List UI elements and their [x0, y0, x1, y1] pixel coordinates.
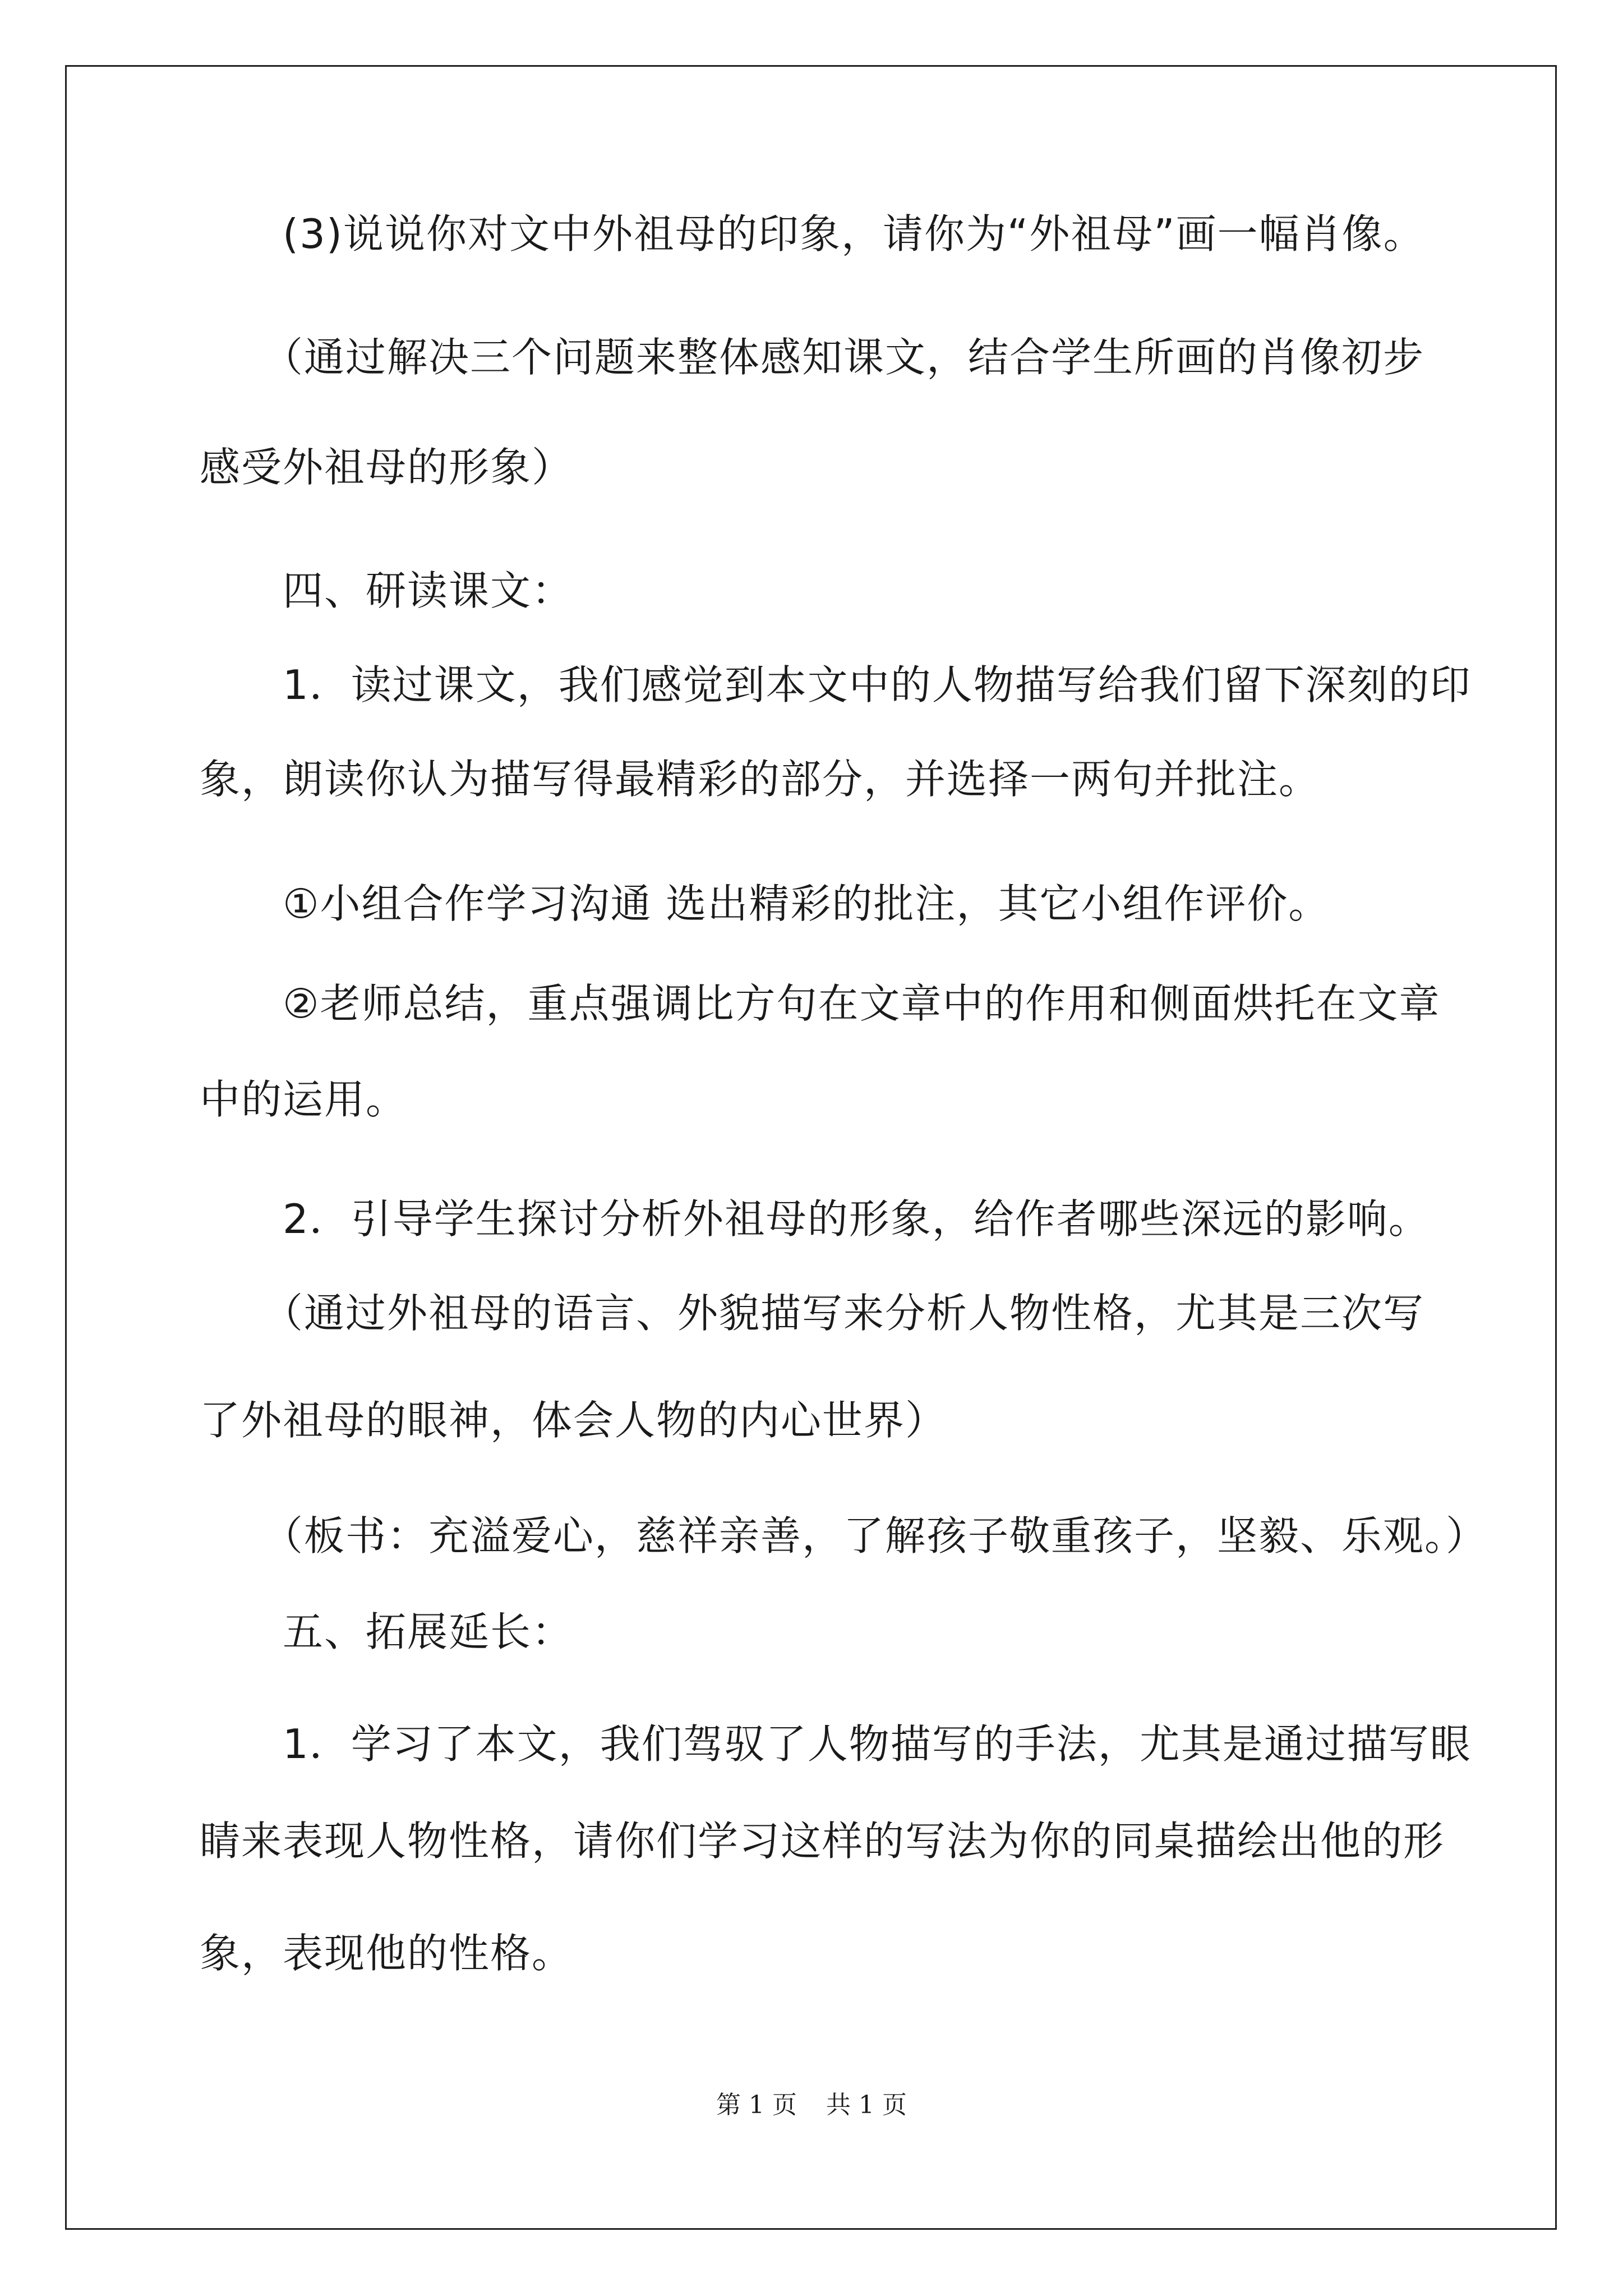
- page-footer: [0, 2090, 1623, 2121]
- paragraph-line: 睛来表现人物性格，请你们学习这样的写法为你的同桌描绘出他的形: [200, 1818, 1445, 1865]
- section-heading: 五、拓展延长：: [200, 1608, 574, 1655]
- paragraph-line: （板书：充溢爱心，慈祥亲善，了解孩子敬重孩子，坚毅、乐观。）: [200, 1512, 1488, 1559]
- page-number: 第 1 页: [716, 2091, 797, 2119]
- paragraph-line: 中的运用。: [200, 1076, 408, 1123]
- paragraph-line: ①小组合作学习沟通 选出精彩的批注，其它小组作评价。: [200, 880, 1330, 927]
- paragraph-line: (3)说说你对文中外祖母的印象，请你为“外祖母”画一幅肖像。: [200, 210, 1425, 257]
- paragraph-line: 象，朗读你认为描写得最精彩的部分，并选择一两句并批注。: [200, 756, 1321, 803]
- paragraph-line: 感受外祖母的形象）: [200, 444, 574, 491]
- paragraph-line: 了外祖母的眼神，体会人物的内心世界）: [200, 1397, 947, 1444]
- paragraph-line: ②老师总结，重点强调比方句在文章中的作用和侧面烘托在文章: [200, 980, 1441, 1027]
- page-total: 共 1 页: [826, 2091, 907, 2119]
- paragraph-line: 1．读过课文，我们感觉到本文中的人物描写给我们留下深刻的印: [200, 661, 1472, 708]
- section-heading: 四、研读课文：: [200, 567, 574, 614]
- paragraph-line: （通过解决三个问题来整体感知课文，结合学生所画的肖像初步: [200, 334, 1425, 381]
- paragraph-line: 象，表现他的性格。: [200, 1930, 574, 1977]
- paragraph-line: 1．学习了本文，我们驾驭了人物描写的手法，尤其是通过描写眼: [200, 1720, 1472, 1768]
- paragraph-line: （通过外祖母的语言、外貌描写来分析人物性格，尤其是三次写: [200, 1290, 1425, 1337]
- paragraph-line: 2．引导学生探讨分析外祖母的形象，给作者哪些深远的影响。: [200, 1195, 1430, 1243]
